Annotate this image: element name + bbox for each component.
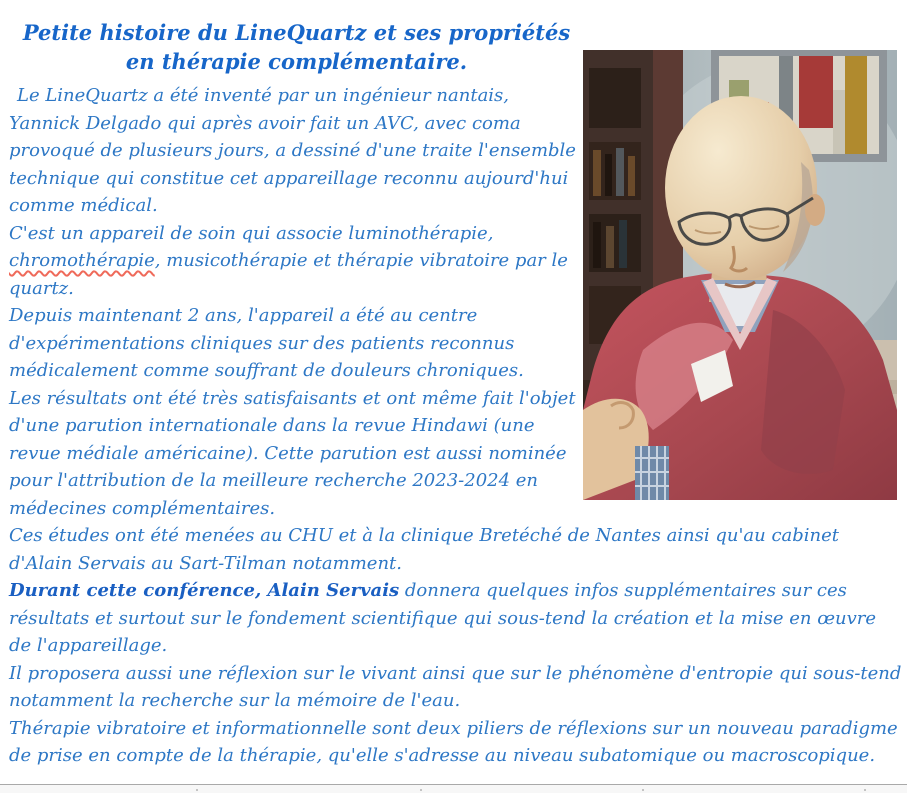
speaker-photo — [583, 50, 897, 500]
text-segment: C'est un appareil de soin qui associe luminothérapie, — [9, 222, 494, 244]
ruler-tick — [196, 789, 198, 791]
article-paragraph — [9, 577, 903, 660]
page-title: Petite histoire du LineQuartz et ses propriétés en thérapie complémentaire. — [22, 20, 571, 74]
text-segment: Ces études ont été menées au CHU et à la clinique Bretéché de Nantes ainsi qu'au cabinet d'Alain Servais au Sart-Tilman notamment. — [9, 525, 840, 574]
article-paragraph — [9, 660, 903, 715]
ruler-tick — [864, 789, 866, 791]
text-segment: Les résultats ont été très satisfaisants et ont même fait l'objet d'une parution internationale dans la revue Hindawi (une revue médiale américaine). Cette parution est aussi nominée pour l'attribution de la meilleure recherche 2023-2024 en médecines complémentaires. — [9, 387, 576, 519]
text-segment: donnera quelques infos supplémentaires sur ces résultats et surtout sur le fondement scientifique qui sous-tend la création et la mise en œuvre de l'appareillage. — [9, 580, 877, 656]
ear-graphic — [805, 194, 825, 226]
bold-lead-text: Durant cette conférence, Alain Servais — [9, 580, 400, 601]
article-paragraph — [9, 522, 903, 577]
text-segment: Il proposera aussi une réflexion sur le vivant ainsi que sur le phénomène d'entropie qui sous-tend notamment la recherche sur la mémoire de l'eau. — [9, 662, 902, 711]
speaker-photo-graphic — [583, 50, 897, 500]
spellcheck-marked-word: chromothérapie — [9, 250, 155, 271]
text-segment: Depuis maintenant 2 ans, l'appareil a été au centre d'expérimentations cliniques sur des patients reconnus médicalement comme souffrant de douleurs chroniques. — [9, 305, 524, 381]
ruler-tick — [642, 789, 644, 791]
article-paragraph — [9, 715, 903, 770]
text-segment: Le LineQuartz a été inventé par un ingénieur nantais, Yannick Delgado qui après avoir fait un AVC, avec coma provoqué de plusieurs jours, a dessiné d'une traite l'ensemble technique qui constitue cet appareillage reconnu aujourd'hui comme médical. — [9, 85, 576, 216]
text-segment: Thérapie vibratoire et informationnelle sont deux piliers de réflexions sur un nouveau paradigme de prise en compte de la thérapie, qu'elle s'adresse au niveau subatomique ou macroscopique. — [9, 717, 898, 766]
text-segment: , musicothérapie et thérapie vibratoire par le quartz. — [9, 250, 568, 299]
ruler-tick — [420, 789, 422, 791]
photo-float-region — [583, 16, 907, 500]
bottom-table-edge — [0, 784, 907, 793]
